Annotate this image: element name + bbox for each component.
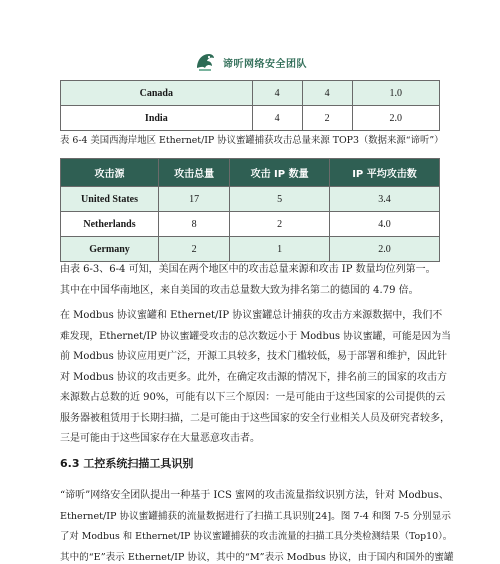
cell-ip-count: 1 [230,237,330,262]
cell-avg: 1.0 [352,81,439,106]
paragraph-scan-tools [60,486,455,564]
paragraph-comparison [60,260,455,301]
cell-ip-count: 2 [302,106,352,131]
paragraph-line: 在 Modbus 协议蜜罐和 Ethernet/IP 协议蜜罐总计捕获的攻击方来源数据中，我们不 [60,310,443,321]
cell-country: Netherlands [61,212,159,237]
paragraph-analysis [60,306,455,450]
table-row [61,187,440,212]
table-row [61,212,440,237]
cell-total: 8 [159,212,230,237]
paragraph-line: 三是可能由于这些国家存在大量恶意攻击者。 [60,433,260,444]
table-row [61,81,440,106]
paragraph-line: 其中的“E”表示 Ethernet/IP 协议，其中的“M”表示 Modbus 协议，由于国内和国外的蜜罐 [60,551,454,563]
cell-country: India [61,106,253,131]
cell-total: 4 [252,106,302,131]
header-attack-source: 攻击源 [61,159,159,187]
cell-country: Germany [61,237,159,262]
cell-total: 17 [159,187,230,212]
cell-avg: 3.4 [329,187,439,212]
paragraph-line: 服务器被租赁用于长期扫描，二是可能由于这些国家的安全行业相关人员及研究者较多， [60,412,450,424]
cell-ip-count: 4 [302,81,352,106]
paragraph-line: 其中在中国华南地区，来自美国的攻击总量数大致为排名第二的德国的 4.79 倍。 [60,284,419,296]
cell-country: United States [61,187,159,212]
attack-source-table [60,158,440,262]
cell-total: 2 [159,237,230,262]
cell-ip-count: 2 [230,212,330,237]
header-ip-count: 攻击 IP 数量 [230,159,330,187]
cell-avg: 4.0 [329,212,439,237]
cell-country: Canada [61,81,253,106]
table-header-row [61,159,440,187]
cell-ip-count: 5 [230,187,330,212]
header-ip-avg: IP 平均攻击数 [329,159,439,187]
logo-text: 谛听网络安全团队 [223,58,307,70]
cell-avg: 2.0 [352,106,439,131]
diting-dragon-logo-icon [193,50,217,74]
header-attack-total: 攻击总量 [159,159,230,187]
cell-avg: 2.0 [329,237,439,262]
top-data-table [60,80,440,131]
paragraph-line: 由表 6-3、6-4 可知，美国在两个地区中的攻击总量来源和攻击 IP 数量均位列第一。 [60,264,436,275]
table-row [61,237,440,262]
paragraph-line: 对 Modbus 协议的攻击更多。此外，在确定攻击源的情况下，排名前三的国家的攻击方 [60,371,447,383]
paragraph-line: 了对 Modbus 和 Ethernet/IP 协议蜜罐捕获的攻击流量的扫描工具分类检测结果（Top10）。 [60,531,453,542]
table-row [61,106,440,131]
paragraph-line: 难发现，Ethernet/IP 协议蜜罐受攻击的总次数远小于 Modbus 协议蜜罐，可能是因为当 [60,330,451,342]
section-heading: 6.3 工控系统扫描工具识别 [60,457,194,470]
paragraph-line: 来源数占总数的近 90%，可能有以下三个原因：一是可能由于这些国家的公司提供的云 [60,392,446,403]
header-logo [0,48,500,76]
paragraph-line: Ethernet/IP 协议蜜罐捕获的流量数据进行了扫描工具识别[24]。图 7-4 和图 7-5 分别显示 [60,510,451,522]
table-caption: 表 6-4 美国西海岸地区 Ethernet/IP 协议蜜罐捕获攻击总量来源 TOP3（数据来源“谛听”） [60,135,444,146]
paragraph-line: “谛听”网络安全团队提出一种基于 ICS 蜜网的攻击流量指纹识别方法，针对 Modbus、 [60,490,449,501]
cell-total: 4 [252,81,302,106]
paragraph-line: 前 Modbus 协议应用更广泛，开源工具较多，技术门槛较低，易于部署和维护，因此针 [60,351,447,362]
